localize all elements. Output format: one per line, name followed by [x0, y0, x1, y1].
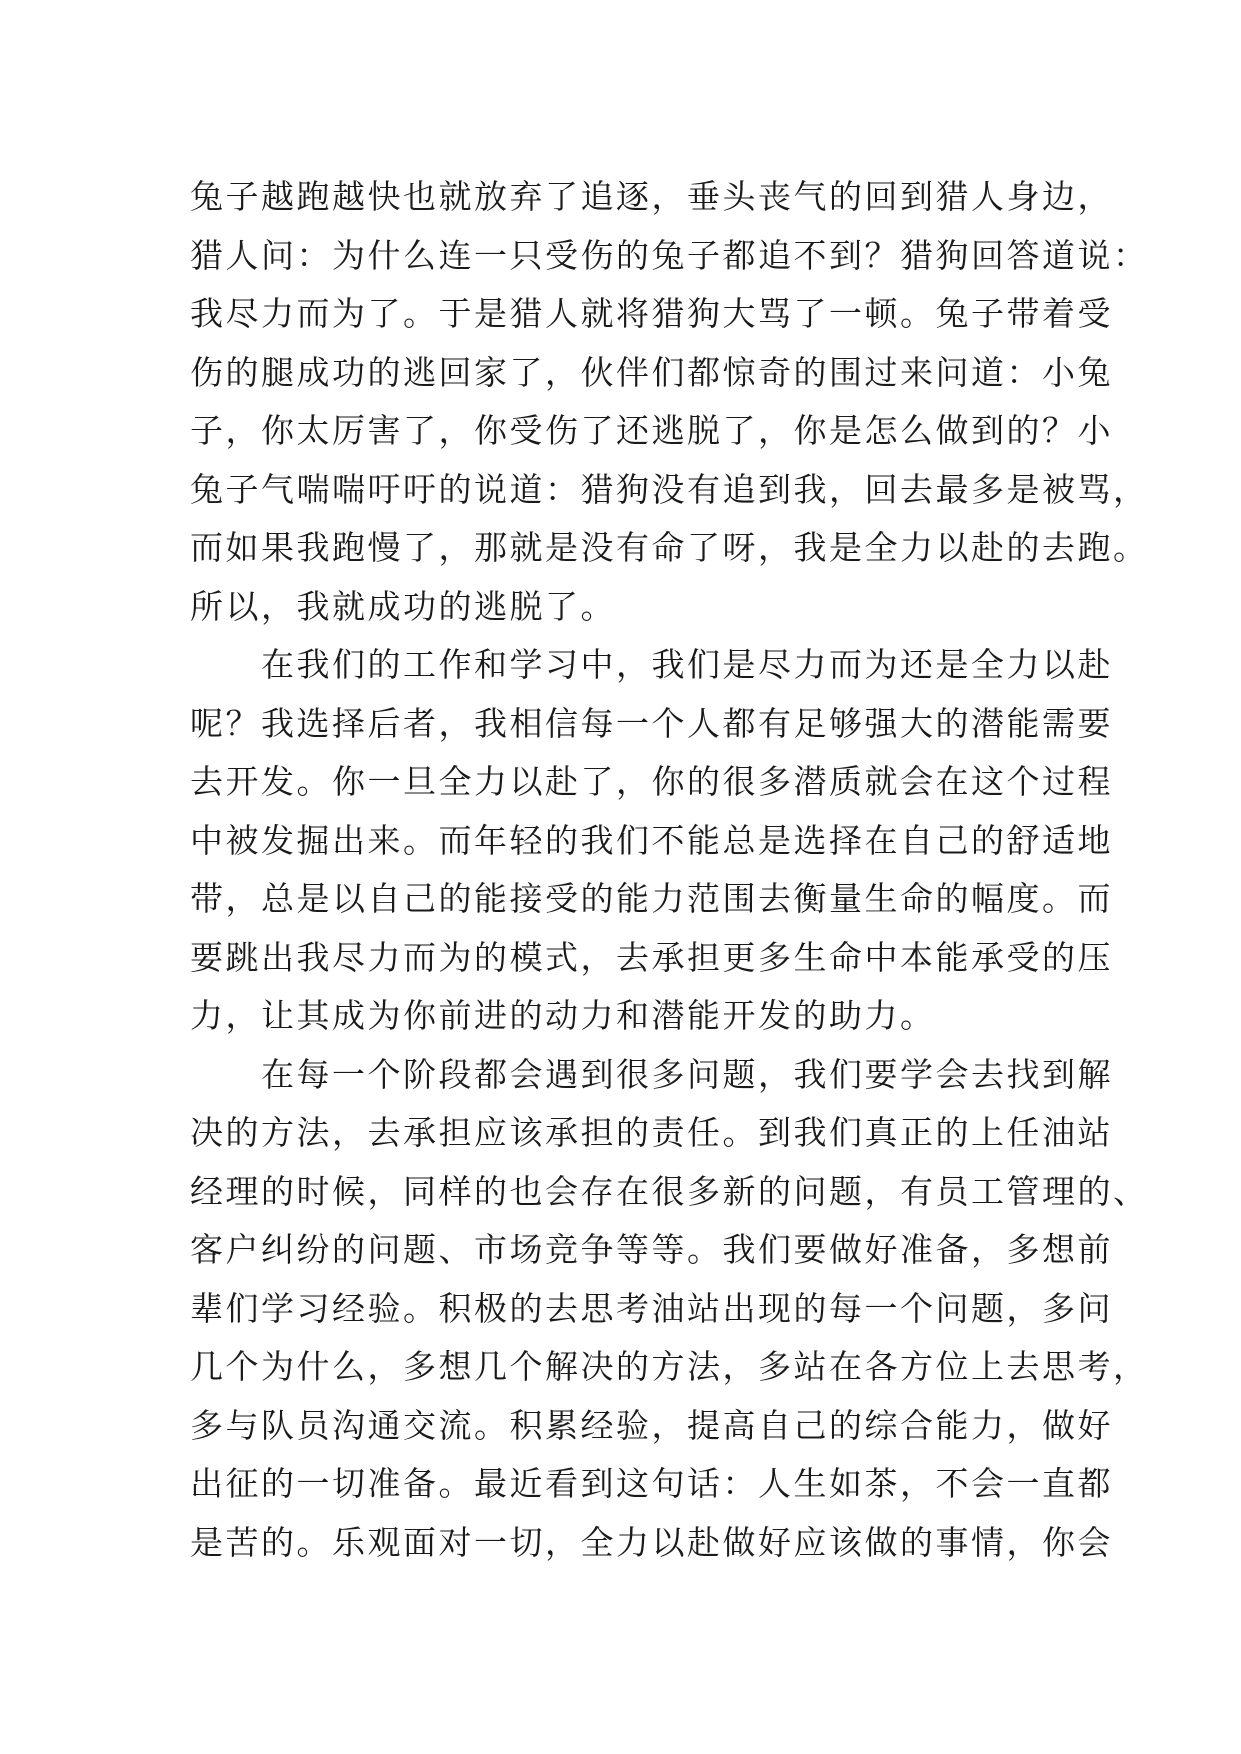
text-line: 我尽力而为了。于是猎人就将猎狗大骂了一顿。兔子带着受 — [190, 294, 1113, 333]
text-line: 兔子越跑越快也就放弃了追逐，垂头丧气的回到猎人身边， — [190, 177, 1113, 216]
text-line: 中被发掘出来。而年轻的我们不能总是选择在自己的舒适地 — [190, 820, 1113, 860]
text-line: 出征的一切准备。最近看到这句话：人生如茶，不会一直都 — [190, 1464, 1113, 1503]
text-line: 在我们的工作和学习中，我们是尽力而为还是全力以赴 — [190, 645, 1113, 684]
text-line: 兔子气喘喘吁吁的说道：猎狗没有追到我，回去最多是被骂， — [190, 469, 1149, 509]
text-line: 在每一个阶段都会遇到很多问题，我们要学会去找到解 — [190, 1054, 1113, 1094]
text-line: 呢？我选择后者，我相信每一个人都有足够强大的潜能需要 — [190, 703, 1113, 743]
paragraph-1 — [190, 168, 1149, 636]
text-line: 子，你太厉害了，你受伤了还逃脱了，你是怎么做到的？小 — [190, 411, 1113, 450]
text-line: 几个为什么，多想几个解决的方法，多站在各方位上去思考， — [190, 1347, 1149, 1386]
text-line: 去开发。你一旦全力以赴了，你的很多潜质就会在这个过程 — [190, 762, 1113, 801]
document-body — [190, 168, 1149, 1572]
text-line: 多与队员沟通交流。积累经验，提高自己的综合能力，做好 — [190, 1405, 1113, 1445]
text-line: 要跳出我尽力而为的模式，去承担更多生命中本能承受的压 — [190, 937, 1113, 977]
text-line: 所以，我就成功的逃脱了。 — [190, 586, 616, 626]
text-line: 而如果我跑慢了，那就是没有命了呀，我是全力以赴的去跑。 — [190, 528, 1149, 567]
text-line: 伤的腿成功的逃回家了，伙伴们都惊奇的围过来问道：小兔 — [190, 352, 1113, 392]
text-line: 经理的时候，同样的也会存在很多新的问题，有员工管理的、 — [190, 1171, 1149, 1211]
text-line: 是苦的。乐观面对一切，全力以赴做好应该做的事情，你会 — [190, 1522, 1113, 1562]
paragraph-3 — [190, 1046, 1149, 1573]
text-line: 力，让其成为你前进的动力和潜能开发的助力。 — [190, 996, 936, 1035]
text-line: 带，总是以自己的能接受的能力范围去衡量生命的幅度。而 — [190, 879, 1113, 918]
text-line: 辈们学习经验。积极的去思考油站出现的每一个问题，多问 — [190, 1288, 1113, 1328]
text-line: 猎人问：为什么连一只受伤的兔子都追不到？猎狗回答道说： — [190, 235, 1149, 275]
paragraph-2 — [190, 636, 1113, 1046]
text-line: 客户纠纷的问题、市场竞争等等。我们要做好准备，多想前 — [190, 1230, 1113, 1269]
text-line: 决的方法，去承担应该承担的责任。到我们真正的上任油站 — [190, 1113, 1113, 1152]
